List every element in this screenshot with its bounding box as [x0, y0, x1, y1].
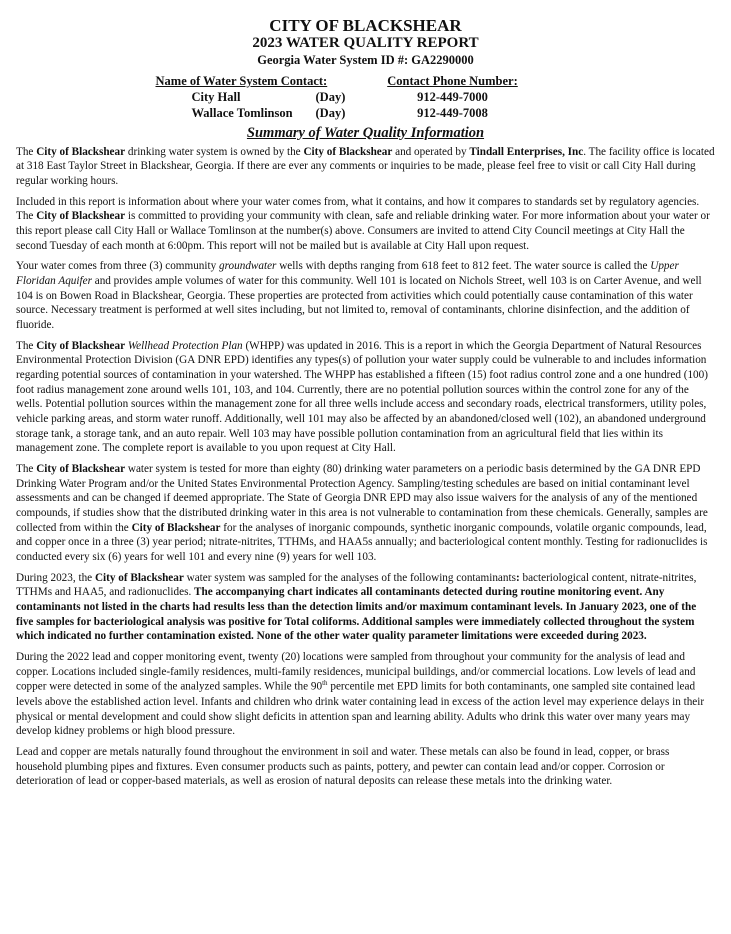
- report-header: [16, 16, 715, 67]
- summary-heading: Summary of Water Quality Information: [246, 124, 485, 141]
- paragraph-testing: The City of Blackshear water system is tested for more than eighty (80) drinking water parameters on a periodic basis determined by the GA DNR EPD Drinking Water Program and/or the United States Environmental Protection Agency. Sampling/testing schedules are based on initial contaminant level assessments and can be changed if deemed appropriate. The State of Georgia DNR EPD may also issue waivers for the analysis of any of the mentioned compounds, if studies show that the distributed drinking water in this area is not vulnerable to contamination from these chemicals. Generally, samples are collected from within the City of Blackshear for the analyses of inorganic compounds, synthetic inorganic compounds, volatile organic compounds, lead, and copper once in a three (3) year period; nitrate-nitrites, TTHMs, and HAA5s annually; and bacteriological content monthly. Testing for radionuclides is conducted every six (6) years for well 101 and every nine (9) years for well 103.: [16, 463, 708, 564]
- contact-availability: (Day): [315, 90, 346, 105]
- paragraph-lead-copper-sources: Lead and copper are metals naturally found throughout the environment in soil and water. These metals can also be found in lead, copper, or brass household plumbing pipes and fixtures. Even consumer products such as paints, pottery, and pewter can contain lead and/or copper. Corrosion or deterioration of lead or copper-based materials, as well as erosion of natural deposits can release these metals into the drinking water.: [16, 745, 670, 788]
- paragraph-lead-copper-monitoring: During the 2022 lead and copper monitoring event, twenty (20) locations were sampled from throughout your community for the analysis of lead and copper. Locations included single-family residences, multi-family residences, municipal buildings, and/or commercial locations. Low levels of lead and copper were detected in some of the analyzed samples. While the 90th percentile met EPD limits for both contaminants, one sampled site contained lead levels above the established action level. Infants and children who drink water containing lead in excess of the action level may experience delays in their physical or mental development and could show slight deficits in attention span and learning ability. Adults who drink this water over many years may develop kidney problems or high blood pressure.: [16, 651, 705, 738]
- contact-phone-header: Contact Phone Number:: [387, 73, 518, 88]
- contact-phone: 912-449-7000: [417, 90, 488, 105]
- report-subtitle: 2023 WATER QUALITY REPORT: [252, 35, 479, 52]
- contact-table: [156, 73, 576, 122]
- contact-availability: (Day): [315, 106, 346, 121]
- contact-name-header: Name of Water System Contact:: [155, 73, 328, 88]
- contact-name: City Hall: [191, 90, 241, 105]
- paragraph-report-info: Included in this report is information about where your water comes from, what it contains, and how it compares to standards set by regulatory agencies. The City of Blackshear is committed to providing your community with clean, safe and reliable drinking water. For more information about your water or this report please call City Hall or Wallace Tomlinson at the number(s) above. Consumers are invited to attend City Council meetings at City Hall the second Tuesday of each month at 6:00pm. This report will not be mailed but is available at City Hall upon request.: [16, 195, 710, 252]
- paragraph-wellhead-protection: The City of Blackshear Wellhead Protection Plan (WHPP) was updated in 2016. This is a report in which the Georgia Department of Natural Resources Environmental Protection Division (GA DNR EPD) identifies any types(s) of pollution your water supply could be vulnerable to and includes information regarding potential sources of contamination in your watershed. The WHPP has established a fifteen (15) foot radius control zone and a one hundred (100) foot radius management zone around wells 101, 103, and 104. Currently, there are no potential pollution sources within the control zone for any of the wells. Potential pollution sources within the management zone for all three wells include access and secondary roads, electrical transformers, utility poles, vehicle parking areas, and storm water runoff. Additionally, well 101 may also be affected by an abandoned/closed well (102), an abandoned underground storage tank, a storage tank, and an auto repair. Well 103 may have possible pollution contamination from an agricultural field that lies within its management zone. The complete report is available to you upon request at City Hall.: [16, 339, 708, 455]
- paragraph-water-source: Your water comes from three (3) community groundwater wells with depths ranging from 618 feet to 812 feet. The water source is called the Upper Floridan Aquifer and provides ample volumes of water for this community. Well 101 is located on Nichols Street, well 103 is on Carter Avenue, and well 104 is on Bowen Road in Blackshear, Georgia. These properties are protected from activities which could potentially cause contamination of this water source. Necessary treatment is performed at well sites including, but not limited to, removal of contaminants, chlorine disinfection, and the addition of fluoride.: [16, 260, 702, 331]
- system-id: Georgia Water System ID #: GA2290000: [257, 52, 474, 67]
- report-title: CITY OF BLACKSHEAR: [269, 16, 462, 35]
- contact-phone: 912-449-7008: [417, 106, 488, 121]
- paragraph-ownership: The City of Blackshear drinking water system is owned by the City of Blackshear and operated by Tindall Enterprises, Inc. The facility office is located at 318 East Taylor Street in Blackshear, Georgia. If there are ever any comments or inquiries to be made, please feel free to visit or call City Hall during regular working hours.: [16, 145, 715, 187]
- contact-name: Wallace Tomlinson: [191, 106, 293, 121]
- paragraph-2023-sampling: During 2023, the City of Blackshear water system was sampled for the analyses of the following contaminants: bacteriological content, nitrate-nitrites, TTHMs and HAA5, and radionuclides. The accompanying chart indicates all contaminants detected during routine monitoring event. Any contaminants not listed in the charts had results less than the detection limits and/or maximum contaminant levels. In January 2023, one of the five samples for bacteriological analysis was positive for Total coliforms. Additional samples were immediately collected throughout the system which indicated no further contamination existed. None of the other water quality parameter limitations were exceeded during 2023.: [16, 571, 697, 643]
